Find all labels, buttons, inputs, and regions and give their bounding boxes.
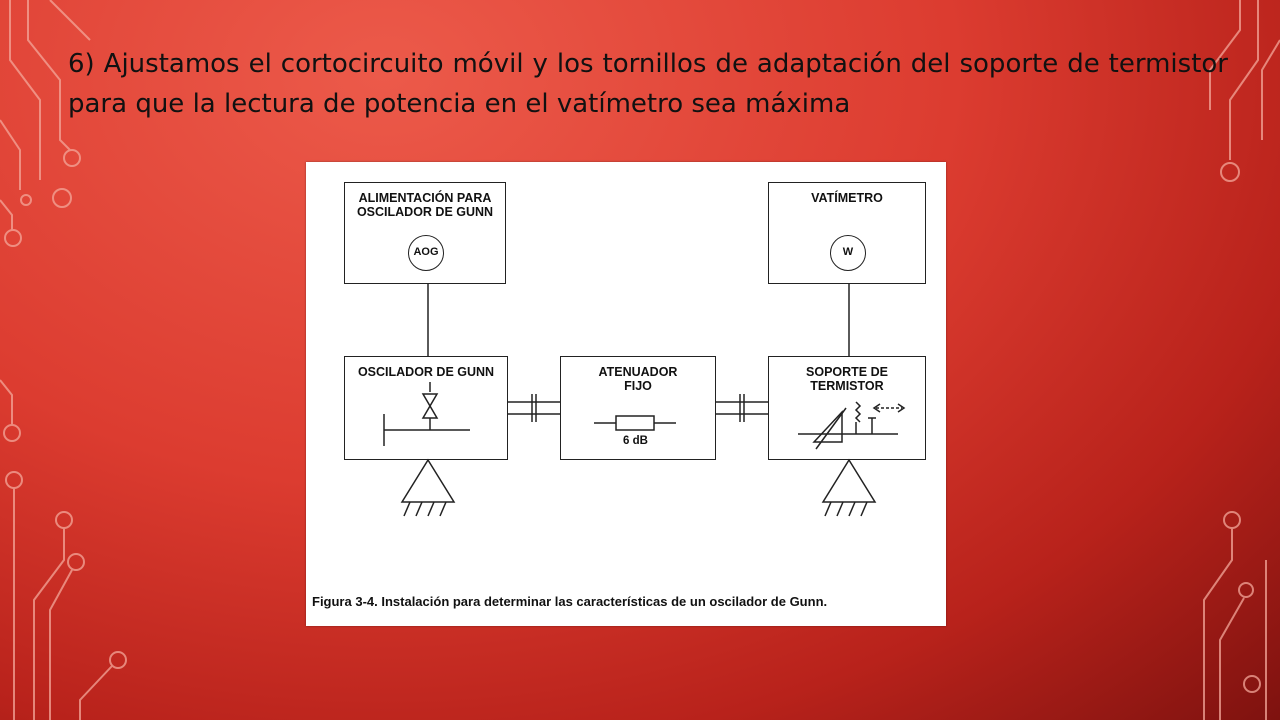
thermistor-mount-label: SOPORTE DE TERMISTOR bbox=[806, 365, 888, 393]
circuit-node bbox=[68, 554, 84, 570]
circuit-node bbox=[1224, 512, 1240, 528]
ground-hatch bbox=[404, 502, 410, 516]
attenuator-block bbox=[560, 356, 716, 460]
ground-hatch bbox=[428, 502, 434, 516]
circuit-trace bbox=[0, 380, 12, 425]
power-supply-label: ALIMENTACIÓN PARA OSCILADOR DE GUNN bbox=[356, 191, 494, 219]
circuit-node bbox=[56, 512, 72, 528]
circuit-node bbox=[5, 230, 21, 246]
ground-hatch bbox=[861, 502, 867, 516]
circuit-node bbox=[6, 472, 22, 488]
slide-heading: 6) Ajustamos el cortocircuito móvil y los tornillos de adaptación del soporte de termistor para que la lectura de potencia en el vatímetro sea máxima bbox=[68, 49, 1228, 119]
block-diagram-figure bbox=[306, 162, 946, 626]
circuit-node bbox=[1221, 163, 1239, 181]
power-supply-block bbox=[344, 182, 506, 284]
wattmeter-block bbox=[768, 182, 926, 284]
wattmeter-label: VATÍMETRO bbox=[811, 191, 883, 205]
ground-hatch bbox=[837, 502, 843, 516]
circuit-trace bbox=[50, 0, 90, 40]
gunn-oscillator-block bbox=[344, 356, 508, 460]
circuit-trace bbox=[28, 0, 70, 150]
circuit-trace bbox=[50, 570, 72, 720]
circuit-trace bbox=[80, 666, 112, 720]
gunn-oscillator-label: OSCILADOR DE GUNN bbox=[357, 365, 495, 379]
circuit-trace bbox=[0, 200, 12, 230]
thermistor-mount-block bbox=[768, 356, 926, 460]
circuit-trace bbox=[1262, 40, 1280, 140]
circuit-trace bbox=[0, 120, 20, 190]
ground-hatch bbox=[825, 502, 831, 516]
circuit-node bbox=[64, 150, 80, 166]
circuit-node bbox=[110, 652, 126, 668]
mount-stand bbox=[823, 460, 875, 502]
circuit-node bbox=[4, 425, 20, 441]
wattmeter-symbol: W bbox=[830, 235, 866, 271]
ground-hatch bbox=[849, 502, 855, 516]
circuit-node bbox=[1239, 583, 1253, 597]
attenuator-label: ATENUADOR FIJO bbox=[598, 365, 678, 393]
circuit-node bbox=[21, 195, 31, 205]
attenuation-value: 6 dB bbox=[623, 435, 648, 447]
figure-caption: Figura 3-4. Instalación para determinar las características de un oscilador de Gunn. bbox=[312, 594, 828, 609]
circuit-trace bbox=[1230, 0, 1258, 160]
circuit-node bbox=[1244, 676, 1260, 692]
mount-stand bbox=[402, 460, 454, 502]
circuit-node bbox=[53, 189, 71, 207]
ground-hatch bbox=[416, 502, 422, 516]
aog-meter-symbol: AOG bbox=[408, 235, 444, 271]
circuit-trace bbox=[10, 0, 40, 180]
ground-hatch bbox=[440, 502, 446, 516]
circuit-trace bbox=[1204, 528, 1232, 720]
circuit-trace bbox=[1220, 598, 1244, 720]
